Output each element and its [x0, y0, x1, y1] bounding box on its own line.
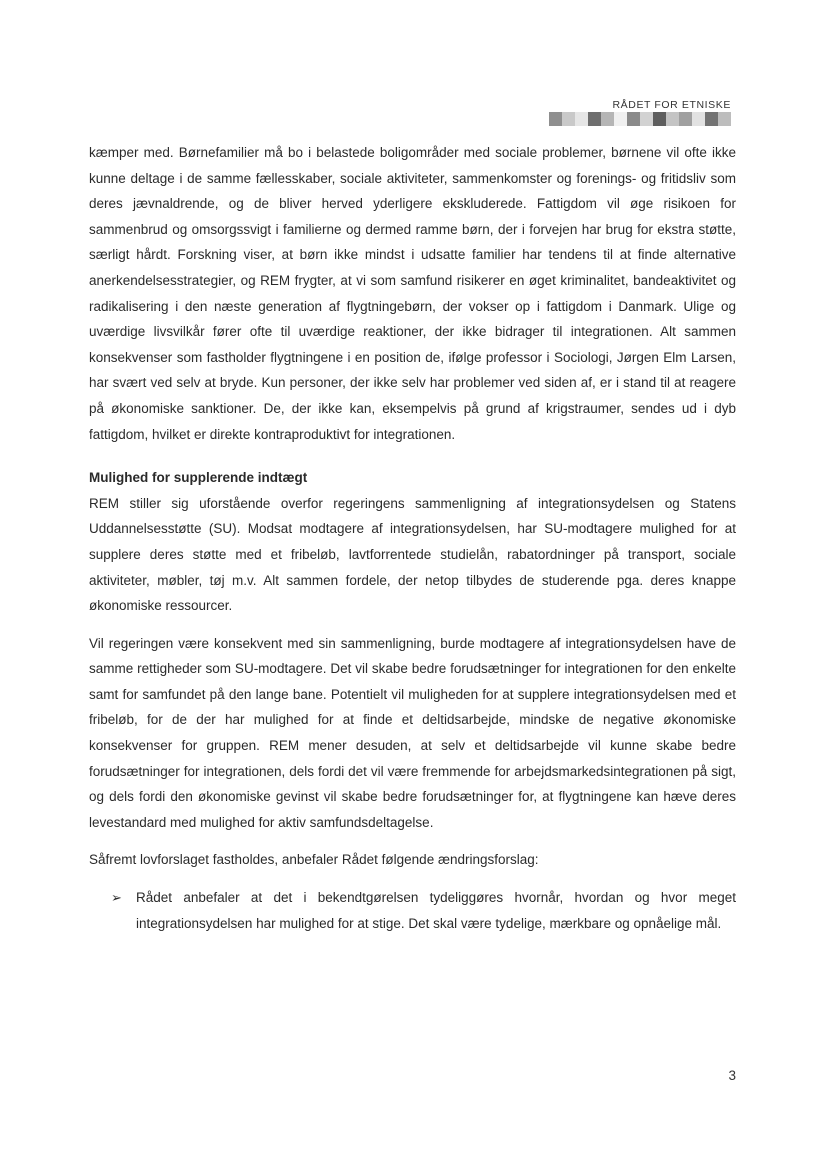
logo-segment [679, 112, 692, 126]
logo-segment [627, 112, 640, 126]
logo-segment [562, 112, 575, 126]
logo-segment [640, 112, 653, 126]
list-item-text: Rådet anbefaler at det i bekendtgørelsen tydeliggøres hvornår, hvordan og hvor meget integrationsydelsen har mulighed for at stige. Det skal være tydelige, mærkbare og opnåelige mål. [136, 890, 736, 931]
paragraph: kæmper med. Børnefamilier må bo i belastede boligområder med sociale problemer, børnene vil ofte ikke kunne deltage i de samme fællesskaber, sociale aktiviteter, sammenkomster og forenings- og fritidsliv som deres jævnaldrende, og de bliver herved yderligere ekskluderede. Fattigdom vil øge risikoen for sammenbrud og omsorgssvigt i familierne og dermed ramme børn, der i forvejen har brug for ekstra støtte, særligt hårdt. Forskning viser, at børn ikke mindst i udsatte familier har tendens til at finde alternative anerkendelsesstrategier, og REM frygter, at vi som samfund risikerer en øget kriminalitet, bandeaktivitet og radikalisering i den næste generation af flygtningebørn, der vokser op i fattigdom i Danmark. Ulige og uværdige livsvilkår fører ofte til uværdige reaktioner, der ikke bidrager til integrationen. Alt sammen konsekvenser som fastholder flygtningene i en position de, ifølge professor i Sociologi, Jørgen Elm Larsen, har svært ved selv at bryde. Kun personer, der ikke selv har problemer ved siden af, er i stand til at reagere på økonomiske sanktioner. De, der ikke kan, eksempelvis på grund af krigstraumer, sendes ud i dyb fattigdom, hvilket er direkte kontraproduktivt for integrationen. [89, 145, 736, 442]
logo-segment [705, 112, 718, 126]
logo-segment [692, 112, 705, 126]
logo-segment [588, 112, 601, 126]
arrow-bullet-icon: ➢ [111, 890, 122, 906]
logo-segment [549, 112, 562, 126]
logo-segment [614, 112, 627, 126]
paragraph: Såfremt lovforslaget fastholdes, anbefaler Rådet følgende ændringsforslag: [89, 852, 539, 868]
paragraph: REM stiller sig uforstående overfor regeringens sammenligning af integrationsydelsen og Statens Uddannelsesstøtte (SU). Modsat modtagere af integrationsydelsen, har SU-modtagere mulighed for at supplere deres støtte med et fribeløb, lavtforrentede studielån, rabatordninger på transport, sociale aktiviteter, møbler, tøj m.v. Alt sammen fordele, der netop tilbydes de studerende pga. deres knappe økonomiske ressourcer. [89, 495, 736, 614]
paragraph: Vil regeringen være konsekvent med sin sammenligning, burde modtagere af integrationsydelsen have de samme rettigheder som SU-modtagere. Det vil skabe bedre forudsætninger for integrationen for den enkelte samt for samfundet på den lange bane. Potentielt vil muligheden for at supplere integrationsydelsen med et fribeløb, for de der har mulighed for at finde et deltidsarbejde, mindske de negative økonomiske konsekvenser for gruppen. REM mener desuden, at selv et deltidsarbejde vil kunne skabe bedre forudsætninger for integrationen, dels fordi det vil være fremmende for arbejdsmarkedsintegrationen på sigt, og dels fordi den økonomiske gevinst vil skabe bedre forudsætninger for, at flygtningene kan hæve deres levestandard med mulighed for aktiv samfundsdeltagelse. [89, 635, 736, 830]
page-number: 3 [728, 1068, 736, 1083]
logo-segment [718, 112, 731, 126]
logo-segment [601, 112, 614, 126]
organization-logo-bar [549, 112, 731, 126]
recommendation-list [89, 885, 736, 936]
logo-segment [666, 112, 679, 126]
header-org-name: RÅDET FOR ETNISKE [612, 99, 731, 111]
logo-segment [653, 112, 666, 126]
logo-segment [575, 112, 588, 126]
section-heading: Mulighed for supplerende indtægt [89, 470, 308, 486]
list-item [89, 885, 736, 936]
document-body [89, 140, 736, 936]
